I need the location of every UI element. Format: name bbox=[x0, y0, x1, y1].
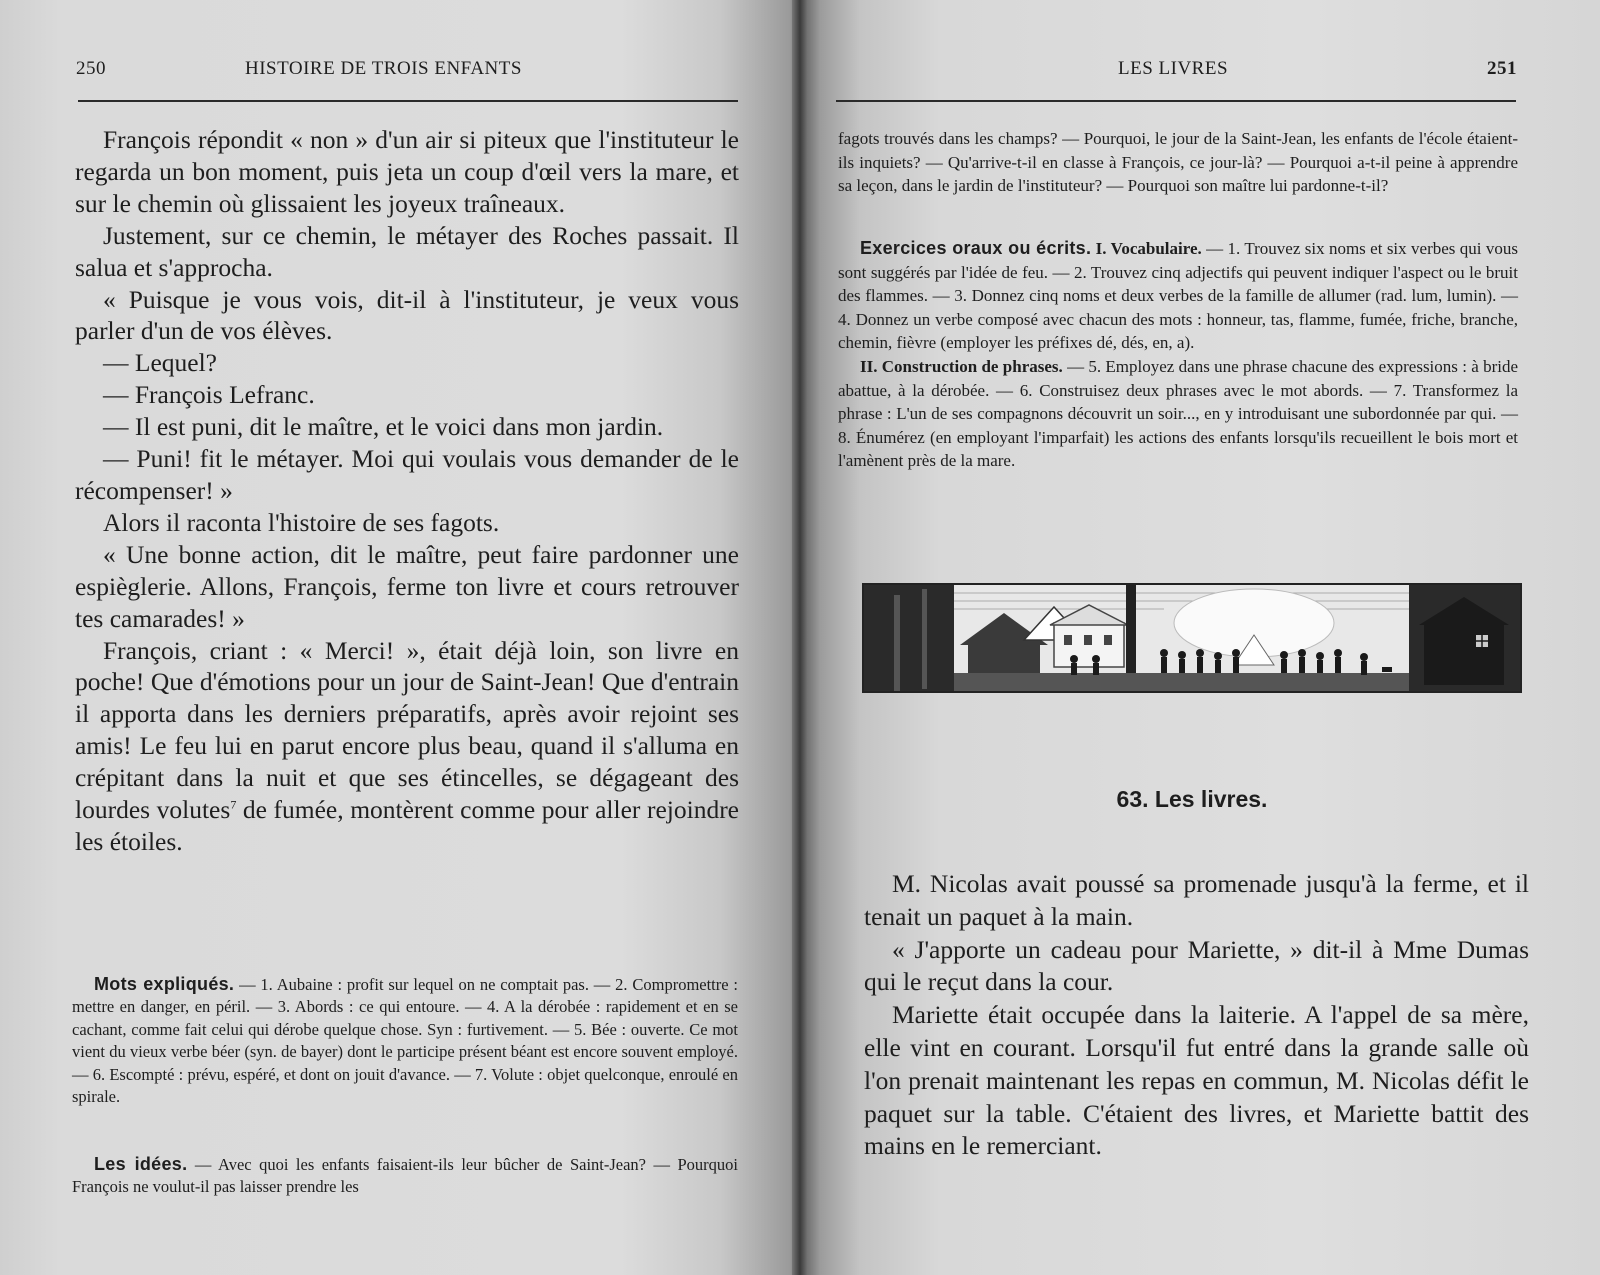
paragraph: — Lequel? bbox=[103, 348, 217, 378]
paragraph: « Une bonne action, dit le maître, peut faire pardonner une espièglerie. Allons, François, ferme ton livre et cours retrouver tes camarades! » bbox=[75, 539, 739, 633]
paragraph: M. Nicolas avait poussé sa promenade jusqu'à la ferme, et il tenait un paquet à la main. bbox=[864, 869, 1529, 931]
left-body-text bbox=[75, 124, 739, 858]
exercices bbox=[838, 237, 1518, 473]
idees-label: Les idées. bbox=[94, 1154, 188, 1174]
paragraph: François répondit « non » d'un air si piteux que l'instituteur le regarda un bon moment, puis jeta un coup d'œil vers la mare, et sur le chemin où glissaient les joyeux traîneaux. bbox=[75, 125, 739, 218]
exercices-label: Exercices oraux ou écrits. bbox=[860, 238, 1092, 258]
paragraph bbox=[75, 635, 739, 858]
mots-expliques bbox=[72, 973, 738, 1108]
paragraph: Alors il raconta l'histoire de ses fagots. bbox=[103, 507, 500, 537]
vocab-label: I. Vocabulaire. bbox=[1095, 239, 1202, 258]
footnote-marker: 7 bbox=[230, 797, 237, 812]
questions-continued bbox=[838, 127, 1518, 198]
book-gutter bbox=[792, 0, 808, 1275]
construction-text: — 5. Employez dans une phrase chacune des expressions : à bride abattue, à la dérobée. — 6. Construisez deux phrases avec le mot abords. — 7. Transformez la phrase : L'un de ses compagnons découvrit un soir..., en y introduisant une subordonnée par qui. — 8. Énumérez (en employant l'imparfait) les actions des enfants lorsqu'ils recueillent le bois mort et l'amènent près de la mare. bbox=[838, 356, 1518, 471]
mots-text: — 1. Aubaine : profit sur lequel on ne comptait pas. — 2. Compromettre : mettre en danger, en péril. — 3. Abords : ce qui entoure. — 4. A la dérobée : rapidement et en se cachant, comme fait celui qui dérobe quelque chose. Syn : furtivement. — 5. Bée : ouverte. Ce mot vient du vieux verbe béer (syn. de bayer) dont le participe présent béant est encore souvent employé. — 6. Escompté : prévu, espéré, et dont on jouit d'avance. — 7. Volute : objet quelconque, enroulé en spirale. bbox=[72, 975, 739, 1107]
paragraph: Mariette était occupée dans la laiterie. A l'appel de sa mère, elle vint en courant. Lorsqu'il fut entré dans la grande salle où l'on prenait maintenant les repas en commun, M. Nicolas défit le paquet sur la table. C'étaient des livres, et Mariette battit des mains en le remerciant. bbox=[864, 1000, 1529, 1161]
running-head-right: LES LIVRES bbox=[1118, 58, 1229, 79]
right-body-text bbox=[864, 868, 1529, 1163]
running-head-left: HISTOIRE DE TROIS ENFANTS bbox=[245, 58, 522, 79]
paragraph-text-end: de fumée, montèrent comme pour aller rejoindre les étoiles. bbox=[75, 795, 740, 856]
mots-label: Mots expliqués. bbox=[94, 974, 235, 994]
vocab-text: — 1. Trouvez six noms et six verbes qui vous sont suggérés par l'idée de feu. — 2. Trouvez cinq adjectifs qui peuvent indiquer l'aspect ou le bruit des flammes. — 3. Donnez cinq noms et deux verbes de la famille de allumer (rad. lum, lumin). — 4. Donnez un verbe composé avec chacun des mots : honneur, tas, flamme, fumée, friche, branche, chemin, fièvre (employer les préfixes dé, dés, en, a). bbox=[838, 239, 1518, 353]
paragraph: — Puni! fit le métayer. Moi qui voulais vous demander de le récompenser! » bbox=[75, 444, 739, 505]
questions-text: fagots trouvés dans les champs? — Pourquoi, le jour de la Saint-Jean, les enfants de l'école étaient-ils inquiets? — Qu'arrive-t-il en classe à François, ce jour-là? — Pourquoi a-t-il peine à apprendre sa leçon, dans le jardin de l'instituteur? — Pourquoi son maître lui pardonne-t-il? bbox=[838, 129, 1518, 196]
header-rule-left bbox=[78, 100, 738, 102]
chapter-title: 63. Les livres. bbox=[1116, 786, 1268, 812]
page-number-right: 251 bbox=[1487, 58, 1517, 79]
paragraph: — François Lefranc. bbox=[103, 380, 315, 410]
page-number-left: 250 bbox=[76, 58, 106, 79]
paragraph-text: François, criant : « Merci! », était déjà loin, son livre en poche! Que d'émotions pour un jour de Saint-Jean! Que d'entrain il apporta dans les derniers préparatifs, après avoir rejoint ses amis! Le feu lui en parut encore plus beau, quand il s'alluma en crépitant dans la nuit et que ses étincelles, se dégageant des lourdes volutes bbox=[75, 635, 739, 825]
les-idees bbox=[72, 1153, 738, 1199]
bonfire-illustration bbox=[862, 583, 1522, 693]
bonfire-scene-image bbox=[864, 585, 1520, 691]
idees-text: — Avec quoi les enfants faisaient-ils leur bûcher de Saint-Jean? — Pourquoi François ne voulut-il pas laisser prendre les bbox=[72, 1155, 739, 1197]
paragraph: « J'apporte un cadeau pour Mariette, » dit-il à Mme Dumas qui le reçut dans la cour. bbox=[864, 934, 1529, 997]
paragraph: Justement, sur ce chemin, le métayer des Roches passait. Il salua et s'approcha. bbox=[75, 220, 739, 282]
header-rule-right bbox=[836, 100, 1516, 102]
paragraph: — Il est puni, dit le maître, et le voici dans mon jardin. bbox=[103, 412, 664, 442]
paragraph: « Puisque je vous vois, dit-il à l'instituteur, je veux vous parler d'un de vos élèves. bbox=[75, 284, 739, 346]
construction-label: II. Construction de phrases. bbox=[860, 356, 1063, 376]
